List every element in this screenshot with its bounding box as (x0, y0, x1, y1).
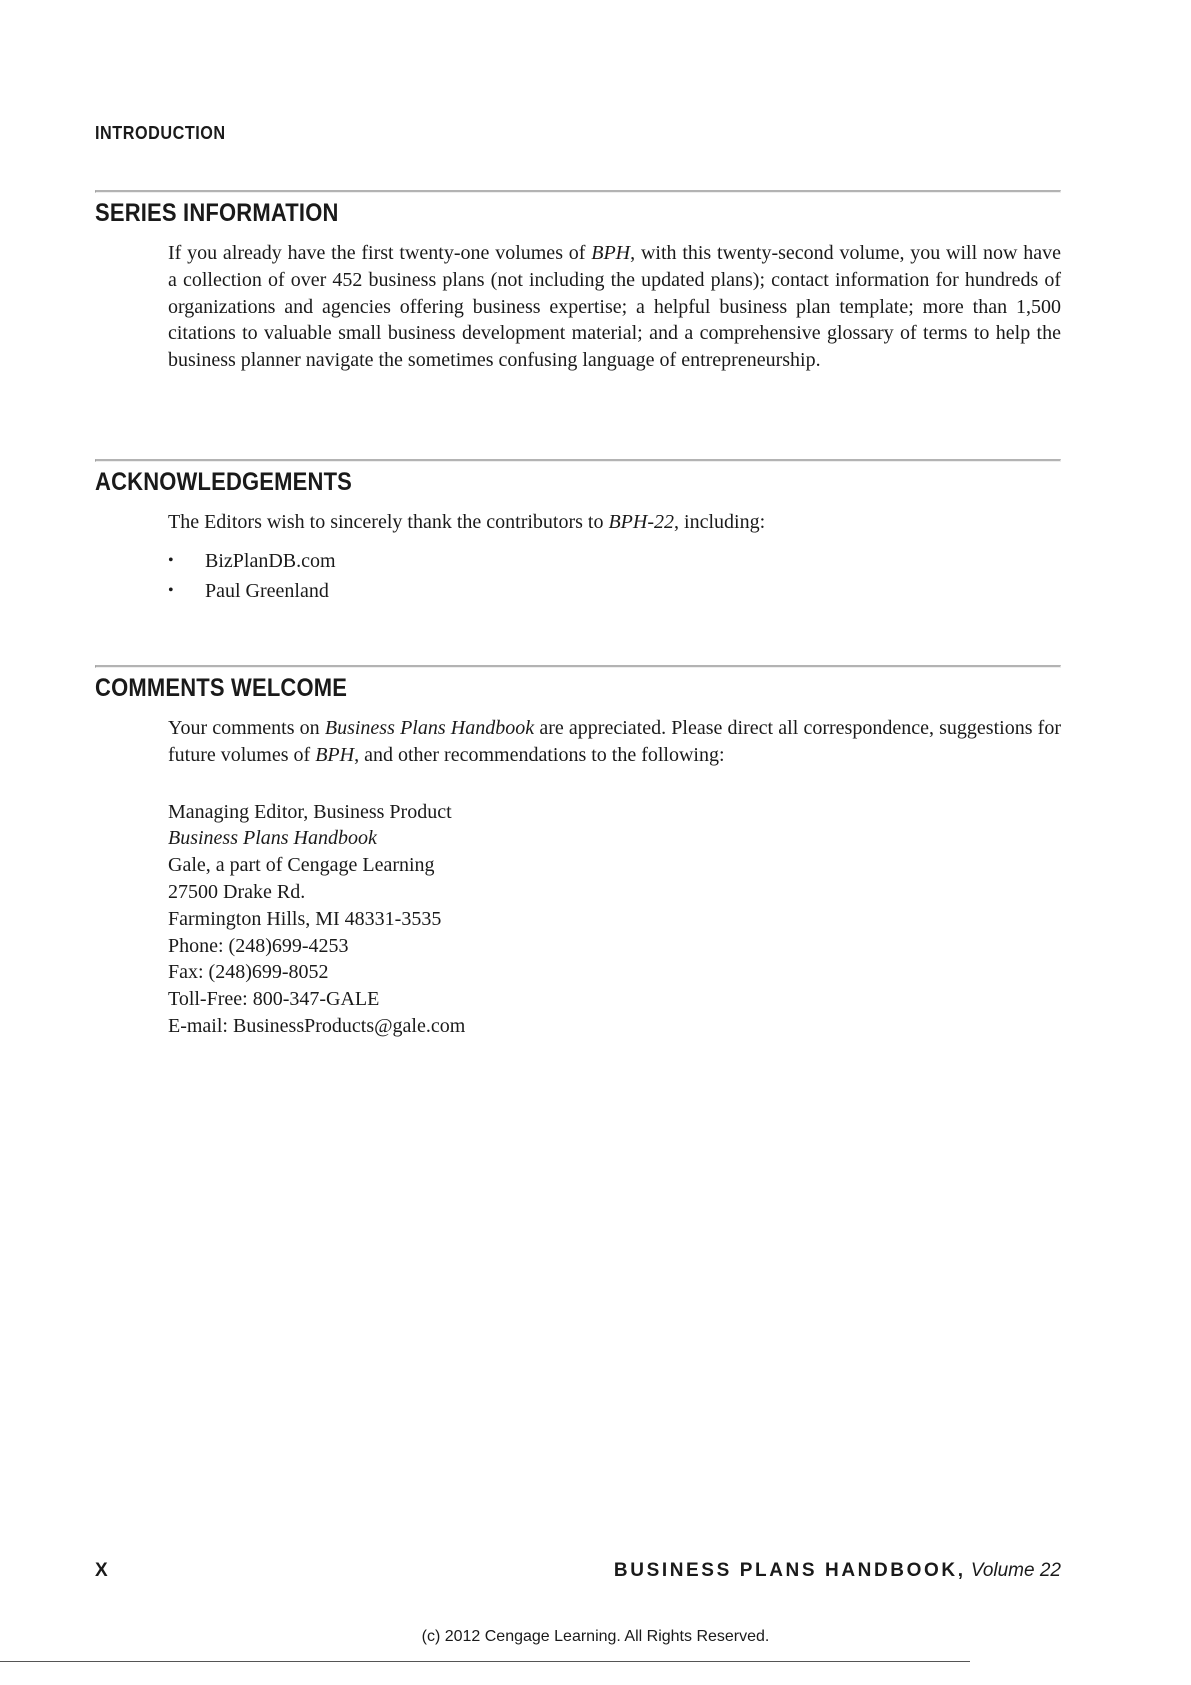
acknowledgements-intro (168, 509, 1061, 536)
acknowledgements-section (95, 459, 1061, 606)
address-line: Business Plans Handbook (168, 827, 377, 850)
phone-line: Phone: (248)699-4253 (168, 934, 349, 957)
footer-title-text: BUSINESS PLANS HANDBOOK, (613, 1560, 966, 1581)
email-line: E-mail: BusinessProducts@gale.com (168, 1014, 466, 1037)
address-line: Farmington Hills, MI 48331-3535 (168, 907, 442, 930)
page-number: X (95, 1560, 108, 1581)
address-line: Managing Editor, Business Product (168, 800, 452, 823)
section-heading: COMMENTS WELCOME (95, 674, 348, 702)
list-item-label: BizPlanDB.com (205, 549, 336, 572)
section-divider (95, 190, 1061, 193)
series-body (168, 240, 1061, 374)
comments-text-emphasis: Business Plans Handbook (324, 717, 535, 739)
series-text-start: If you already have the first twenty-one volumes of (168, 242, 592, 264)
series-information-section (95, 190, 1061, 374)
comments-text-b: are appreciated. Please direct all correspondence, suggestions for future volumes of (168, 717, 1061, 766)
comments-text-emphasis: BPH (315, 743, 355, 766)
list-item (168, 576, 1061, 606)
comments-text-c: , and other recommendations to the following: (354, 743, 725, 766)
bullet-icon: • (168, 551, 174, 569)
section-divider (95, 459, 1061, 462)
page-footer (95, 1560, 1061, 1586)
fax-line: Fax: (248)699-8052 (168, 961, 329, 984)
copyright-notice: (c) 2012 Cengage Learning. All Rights Reserved. (421, 1628, 770, 1645)
footer-volume-text: Volume 22 (970, 1560, 1061, 1581)
ack-text-start: The Editors wish to sincerely thank the contributors to (168, 511, 609, 533)
section-heading: ACKNOWLEDGEMENTS (95, 468, 353, 496)
series-text-emphasis: BPH (591, 242, 631, 264)
list-item-label: Paul Greenland (205, 579, 329, 602)
bullet-icon: • (168, 581, 174, 599)
bottom-divider (0, 1661, 970, 1662)
section-divider (95, 665, 1061, 668)
contact-address (168, 799, 1061, 1040)
comments-text-a: Your comments on (168, 717, 325, 739)
series-text-rest: , with this twenty-second volume, you will now have a collection of over 452 business plans (not including the updated plans); contact information for hundreds of organizations and agencies offering business expertise; a helpful business plan template; more than 1,500 citations to valuable small business development material; and a comprehensive glossary of terms to help the business planner navigate the sometimes confusing language of entrepreneurship. (168, 242, 1061, 372)
running-head: INTRODUCTION (95, 123, 226, 143)
acknowledgements-body (168, 509, 1061, 606)
comments-body (168, 715, 1061, 1040)
contributors-list (168, 546, 1061, 606)
address-line: Gale, a part of Cengage Learning (168, 854, 435, 877)
comments-welcome-section (95, 665, 1061, 1040)
ack-text-emphasis: BPH-22 (608, 511, 675, 533)
section-heading: SERIES INFORMATION (95, 199, 339, 227)
series-paragraph (168, 240, 1061, 374)
comments-paragraph (168, 715, 1061, 769)
address-line: 27500 Drake Rd. (168, 880, 306, 903)
ack-text-end: , including: (674, 511, 766, 533)
list-item (168, 546, 1061, 576)
toll-free-line: Toll-Free: 800-347-GALE (168, 988, 380, 1011)
footer-book-title (614, 1560, 1061, 1582)
